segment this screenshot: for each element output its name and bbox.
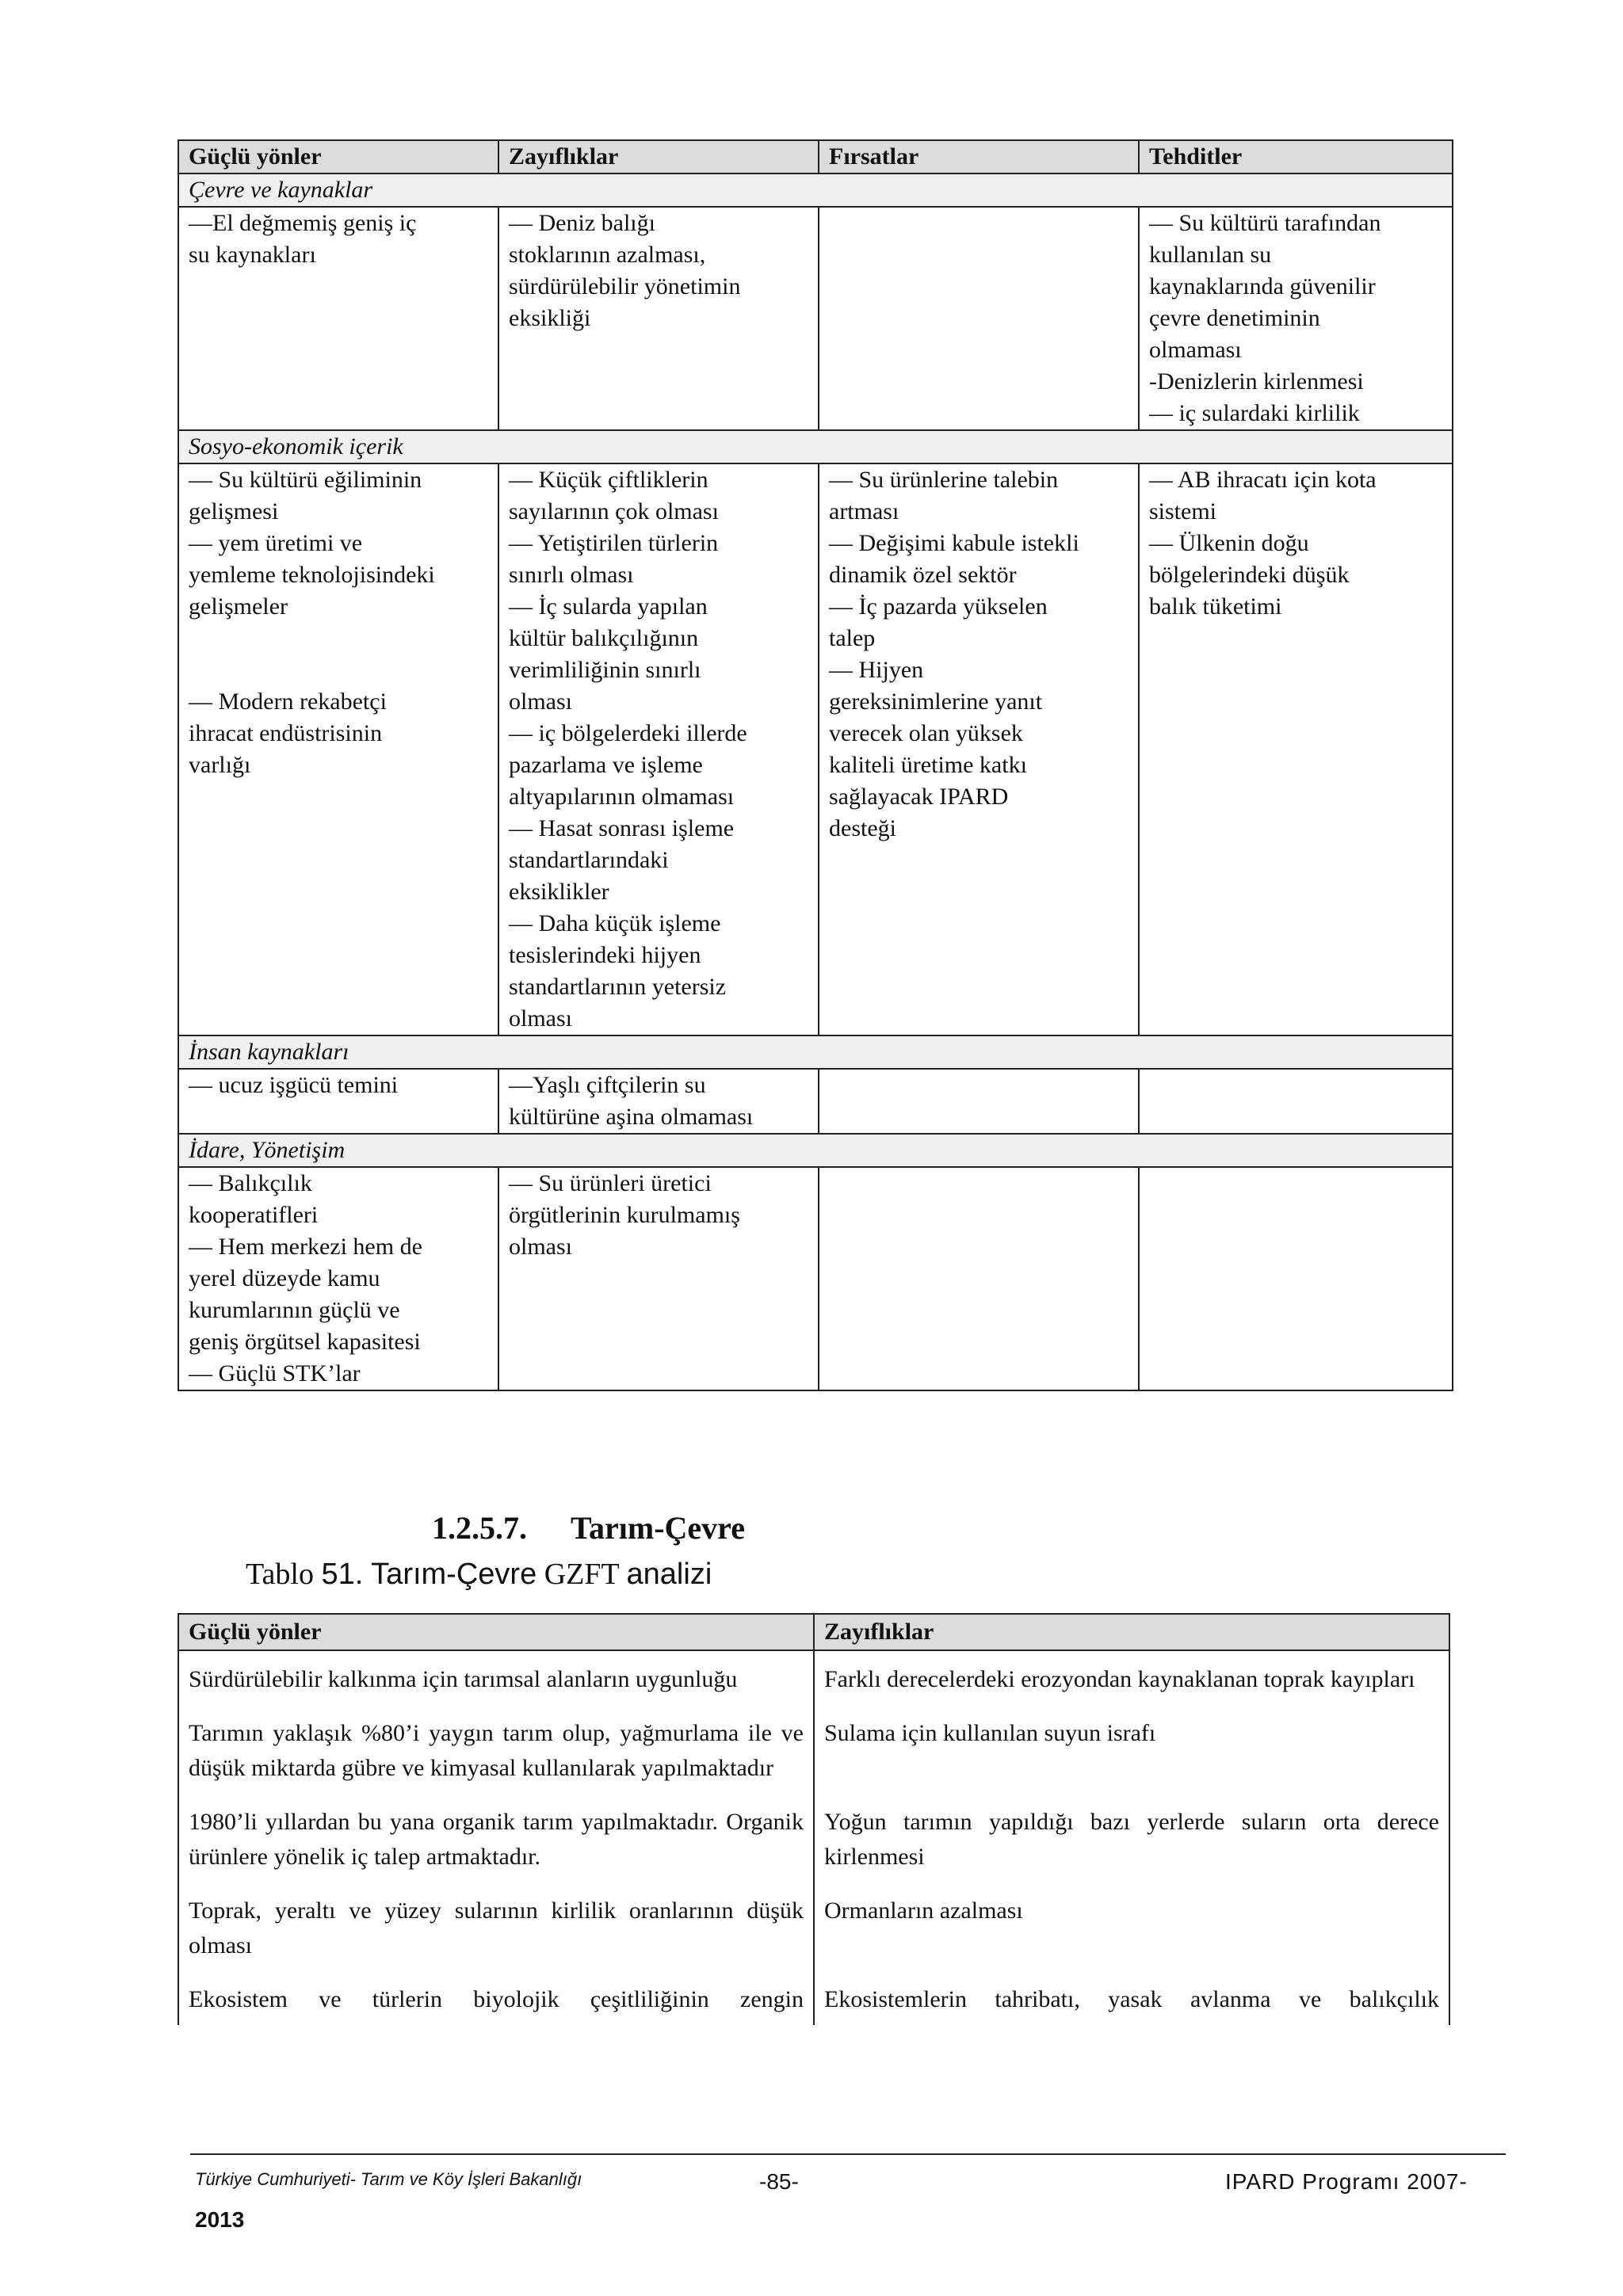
cell-line: kaynaklarında güvenilir [1149, 273, 1376, 299]
cell-line: kullanılan su [1149, 242, 1272, 268]
strength-cell: Tarımın yaklaşık %80’i yaygın tarım olup, yağmurlama ile ve düşük miktarda gübre ve kimyasal kullanılarak yapılmaktadır [178, 1705, 814, 1794]
cell-line: tesislerindeki hijyen [509, 942, 701, 968]
cell-line: — ucuz işgücü temini [189, 1072, 399, 1098]
cell-line: — Su ürünlerine talebin [829, 467, 1059, 493]
footer-page-number: -85- [759, 2169, 799, 2194]
section-title: Çevre ve kaynaklar [178, 174, 1453, 207]
cell-line: dinamik özel sektör [829, 562, 1017, 588]
section-row [178, 1134, 1453, 1167]
swot-header-row [178, 140, 1453, 174]
cell-line: balık tüketimi [1149, 593, 1282, 620]
cell-line: sınırlı olması [509, 562, 634, 588]
section-heading [432, 1509, 745, 1547]
agri-header-row [178, 1614, 1449, 1650]
cell-line: artması [829, 498, 899, 524]
table-cell [819, 1167, 1139, 1390]
cell-line: gelişmesi [189, 498, 279, 524]
cell-line: — Hem merkezi hem de [189, 1234, 422, 1260]
table-caption [246, 1557, 712, 1592]
cell-line: olması [509, 1234, 572, 1260]
table-cell [819, 463, 1139, 1035]
table-row [178, 1069, 1453, 1134]
cell-line: — Daha küçük işleme [509, 910, 721, 936]
cell-line: kurumlarının güçlü ve [189, 1297, 400, 1323]
cell-line: olmaması [1149, 337, 1242, 363]
cell-line: kültür balıkçılığının [509, 625, 699, 651]
cell-line: yerel düzeyde kamu [189, 1265, 380, 1291]
section-row [178, 174, 1453, 207]
caption-suffix: analizi [626, 1558, 712, 1591]
table-cell [178, 463, 498, 1035]
section-number: 1.2.5.7. [432, 1510, 527, 1546]
cell-line: çevre denetiminin [1149, 305, 1320, 331]
cell-line: gereksinimlerine yanıt [829, 688, 1043, 715]
cell-line: gelişmeler [189, 593, 288, 620]
table-row [178, 463, 1453, 1035]
cell-line: stoklarının azalması, [509, 242, 706, 268]
cell-line: örgütlerinin kurulmamış [509, 1202, 740, 1228]
cell-line: varlığı [189, 752, 251, 778]
table-cell [1139, 207, 1453, 430]
table-row [178, 1882, 1449, 1971]
cell-line: verimliliğinin sınırlı [509, 657, 701, 683]
header-threats: Tehditler [1139, 140, 1453, 174]
cell-line: olması [509, 1005, 572, 1032]
empty-cell [1149, 1070, 1442, 1101]
cell-line: desteği [829, 815, 896, 841]
table-cell [498, 207, 819, 430]
cell-line: sistemi [1149, 498, 1217, 524]
cell-line: geniş örgütsel kapasitesi [189, 1329, 421, 1355]
cell-line: — Güçlü STK’lar [189, 1360, 361, 1386]
cell-line: —El değmemiş geniş iç [189, 210, 417, 236]
empty-cell [1149, 1168, 1442, 1199]
header-opportunities: Fırsatlar [819, 140, 1139, 174]
header-strengths: Güçlü yönler [178, 140, 498, 174]
table-row [178, 1650, 1449, 1705]
table-row [178, 1794, 1449, 1882]
table-cell [498, 1069, 819, 1134]
cell-line: talep [829, 625, 876, 651]
weakness-cell: Ormanların azalması [814, 1882, 1449, 1971]
weakness-cell: Sulama için kullanılan suyun israfı [814, 1705, 1449, 1794]
cell-line [189, 654, 488, 686]
cell-line: — Su ürünleri üretici [509, 1170, 712, 1196]
swot-table-aquaculture [178, 139, 1453, 1391]
cell-line: — Deniz balığı [509, 210, 655, 236]
footer-divider [190, 2153, 1506, 2155]
cell-line: eksikliği [509, 305, 591, 331]
cell-line: kültürüne aşina olmaması [509, 1104, 754, 1130]
cell-line: — Değişimi kabule istekli [829, 530, 1079, 556]
header-weaknesses: Zayıflıklar [498, 140, 819, 174]
table-row [178, 1167, 1453, 1390]
strength-cell: Ekosistem ve türlerin biyolojik çeşitliliğinin zengin [178, 1971, 814, 2025]
cell-line: — İç pazarda yükselen [829, 593, 1048, 620]
section-title: İnsan kaynakları [178, 1035, 1453, 1069]
cell-line: bölgelerindeki düşük [1149, 562, 1350, 588]
cell-line: — Su kültürü tarafından [1149, 210, 1381, 236]
cell-line: — iç bölgelerdeki illerde [509, 720, 747, 746]
cell-line: — AB ihracatı için kota [1149, 467, 1377, 493]
cell-line: — yem üretimi ve [189, 530, 363, 556]
table-cell [1139, 1167, 1453, 1390]
cell-line: sürdürülebilir yönetimin [509, 273, 741, 299]
caption-number: 51. Tarım-Çevre [321, 1558, 537, 1591]
cell-line: — İç sularda yapılan [509, 593, 708, 620]
table-row [178, 1705, 1449, 1794]
agri-environment-swot-table [178, 1613, 1450, 2025]
table-row [178, 207, 1453, 430]
cell-line: ihracat endüstrisinin [189, 720, 383, 746]
cell-line: kaliteli üretime katkı [829, 752, 1027, 778]
cell-line: verecek olan yüksek [829, 720, 1023, 746]
empty-cell [829, 1070, 1128, 1101]
section-title: İdare, Yönetişim [178, 1134, 1453, 1167]
cell-line: standartlarının yetersiz [509, 974, 727, 1000]
table-cell [1139, 463, 1453, 1035]
cell-line: sayılarının çok olması [509, 498, 719, 524]
section-row [178, 1035, 1453, 1069]
empty-cell [829, 208, 1128, 239]
cell-line: — Modern rekabetçi [189, 688, 387, 715]
cell-line: yemleme teknolojisindeki [189, 562, 435, 588]
cell-line: — Su kültürü eğiliminin [189, 467, 422, 493]
footer-ministry: Türkiye Cumhuriyeti- Tarım ve Köy İşleri Bakanlığı [195, 2169, 582, 2189]
footer-program: IPARD Programı 2007- [1225, 2169, 1468, 2194]
cell-line: -Denizlerin kirlenmesi [1149, 368, 1364, 395]
strength-cell: Toprak, yeraltı ve yüzey sularının kirlilik oranlarının düşük olması [178, 1882, 814, 1971]
table-cell [819, 1069, 1139, 1134]
table-row [178, 1971, 1449, 2025]
cell-line: — iç sulardaki kirlilik [1149, 400, 1360, 426]
cell-line: eksiklikler [509, 879, 609, 905]
cell-line: — Hijyen [829, 657, 924, 683]
caption-prefix: Tablo [246, 1558, 314, 1591]
section-title: Sosyo-ekonomik içerik [178, 430, 1453, 463]
cell-line: olması [509, 688, 572, 715]
agri-header-strengths: Güçlü yönler [178, 1614, 814, 1650]
cell-line: —Yaşlı çiftçilerin su [509, 1072, 706, 1098]
table-cell [498, 463, 819, 1035]
caption-mid: GZFT [544, 1558, 620, 1591]
table-cell [498, 1167, 819, 1390]
cell-line: sağlayacak IPARD [829, 784, 1009, 810]
cell-line: — Ülkenin doğu [1149, 530, 1309, 556]
weakness-cell: Farklı derecelerdeki erozyondan kaynaklanan toprak kayıpları [814, 1650, 1449, 1705]
cell-line: kooperatifleri [189, 1202, 319, 1228]
weakness-cell: Ekosistemlerin tahribatı, yasak avlanma ve balıkçılık [814, 1971, 1449, 2025]
cell-line: altyapılarının olmaması [509, 784, 735, 810]
table-cell [178, 1167, 498, 1390]
section-row [178, 430, 1453, 463]
cell-line: pazarlama ve işleme [509, 752, 703, 778]
section-title: Tarım-Çevre [571, 1510, 745, 1546]
cell-line: — Hasat sonrası işleme [509, 815, 735, 841]
strength-cell: 1980’li yıllardan bu yana organik tarım yapılmaktadır. Organik ürünlere yönelik iç talep artmaktadır. [178, 1794, 814, 1882]
table-cell [178, 1069, 498, 1134]
table-cell [819, 207, 1139, 430]
footer-year: 2013 [195, 2207, 245, 2232]
cell-line: — Küçük çiftliklerin [509, 467, 708, 493]
strength-cell: Sürdürülebilir kalkınma için tarımsal alanların uygunluğu [178, 1650, 814, 1705]
agri-header-weaknesses: Zayıflıklar [814, 1614, 1449, 1650]
cell-line: — Balıkçılık [189, 1170, 312, 1196]
weakness-cell: Yoğun tarımın yapıldığı bazı yerlerde suların orta derece kirlenmesi [814, 1794, 1449, 1882]
table-cell [1139, 1069, 1453, 1134]
table-cell [178, 207, 498, 430]
cell-line: su kaynakları [189, 242, 316, 268]
empty-cell [829, 1168, 1128, 1199]
cell-line [189, 623, 488, 654]
cell-line: — Yetiştirilen türlerin [509, 530, 719, 556]
cell-line: standartlarındaki [509, 847, 669, 873]
